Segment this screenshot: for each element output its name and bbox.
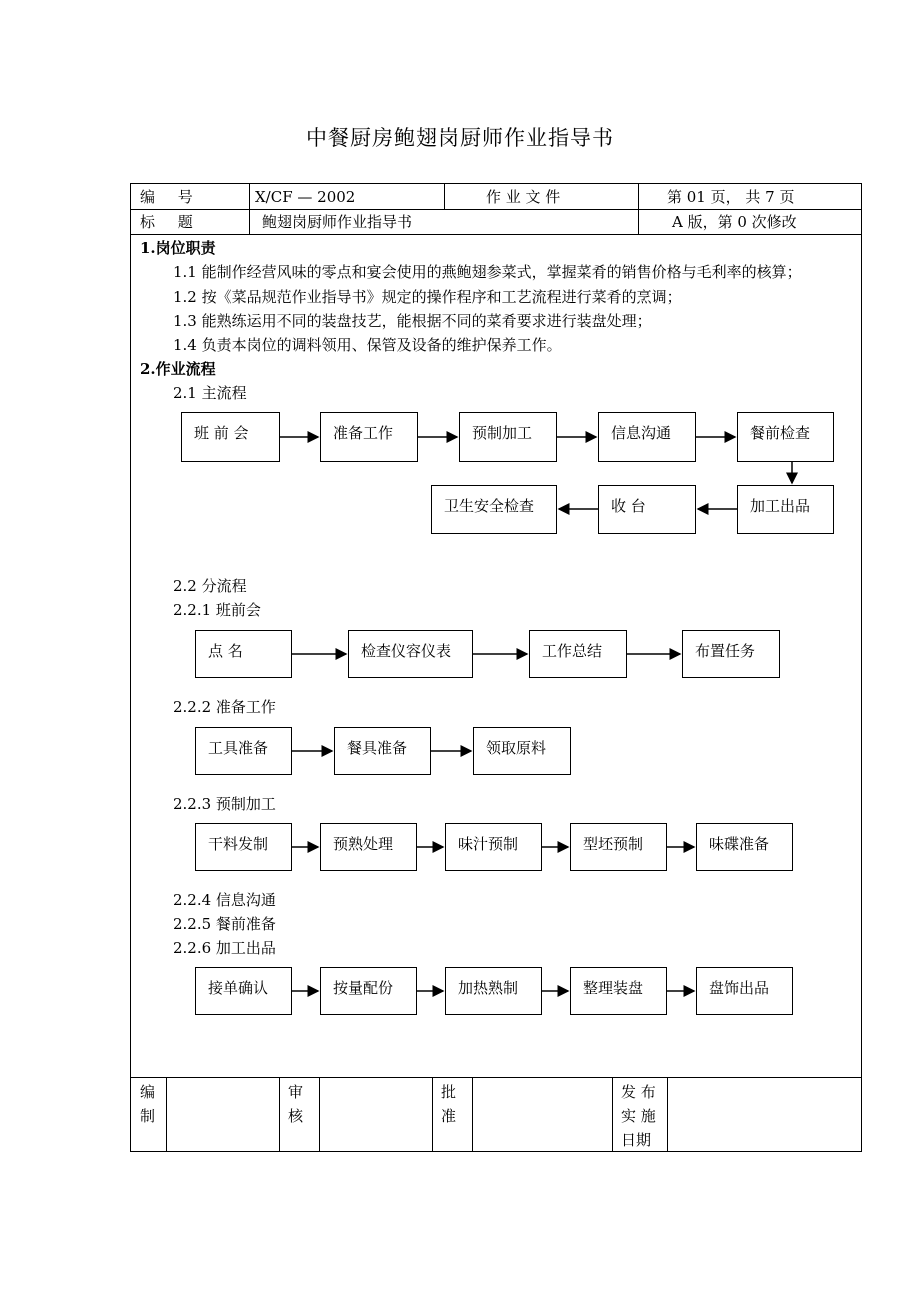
- flow-step: 加热熟制: [445, 967, 542, 1015]
- flow-step: 整理装盘: [570, 967, 667, 1015]
- flow-step: 工具准备: [195, 727, 292, 775]
- code-value: X/CF — 2002: [255, 188, 356, 206]
- flow-step: 按量配份: [320, 967, 417, 1015]
- flow-label: 2.1 主流程: [173, 384, 247, 402]
- compile-label-line: 制: [140, 1107, 156, 1125]
- flow-step: 准备工作: [320, 412, 418, 462]
- release-label-line: 实 施: [621, 1107, 656, 1125]
- flow-step: 布置任务: [682, 630, 780, 678]
- flow-step: 领取原料: [473, 727, 571, 775]
- doc-type: 作 业 文 件: [486, 188, 561, 206]
- flow-step: 预制加工: [459, 412, 557, 462]
- version-info: A 版，第 0 次修改: [672, 213, 797, 231]
- flow-step: 信息沟通: [598, 412, 696, 462]
- section-heading: 2.作业流程: [140, 360, 216, 378]
- page-info: 第 01 页， 共 7 页: [667, 188, 795, 206]
- flow-step: 味汁预制: [445, 823, 542, 871]
- flow-label: 2.2.2 准备工作: [173, 698, 276, 716]
- approve-label-line: 批: [441, 1083, 457, 1101]
- release-label: [621, 1080, 656, 1152]
- approve-label: [441, 1080, 456, 1128]
- compile-label-line: 编: [140, 1083, 156, 1101]
- flow-step: 收 台: [598, 485, 696, 534]
- flow-step: 餐具准备: [334, 727, 431, 775]
- review-label-line: 核: [288, 1107, 304, 1125]
- title-label: 标 题: [140, 213, 193, 231]
- review-label-line: 审: [288, 1083, 304, 1101]
- flow-step: 餐前检查: [737, 412, 834, 462]
- review-label: [288, 1080, 303, 1128]
- flow-label: 2.2.6 加工出品: [173, 939, 276, 957]
- flow-step: 加工出品: [737, 485, 834, 534]
- flow-label: 2.2.4 信息沟通: [173, 891, 276, 909]
- flow-step: 味碟准备: [696, 823, 793, 871]
- duty-item: 1.1 能制作经营风味的零点和宴会使用的燕鲍翅参菜式，掌握菜肴的销售价格与毛利率的核算；: [173, 263, 802, 281]
- flow-step: 盘饰出品: [696, 967, 793, 1015]
- flow-step: 预熟处理: [320, 823, 417, 871]
- title-value: 鲍翅岗厨师作业指导书: [262, 213, 413, 231]
- flow-step: 型坯预制: [570, 823, 667, 871]
- section-heading: 1.岗位职责: [140, 239, 216, 257]
- release-label-line: 发 布: [621, 1083, 656, 1101]
- duty-item: 1.3 能熟练运用不同的装盘技艺，能根据不同的菜肴要求进行装盘处理；: [173, 312, 652, 330]
- flow-label: 2.2 分流程: [173, 577, 247, 595]
- flow-step: 接单确认: [195, 967, 292, 1015]
- flow-label: 2.2.3 预制加工: [173, 795, 276, 813]
- duty-item: 1.2 按《菜品规范作业指导书》规定的操作程序和工艺流程进行菜肴的烹调；: [173, 288, 682, 306]
- approve-label-line: 准: [441, 1107, 457, 1125]
- compile-label: [140, 1080, 155, 1128]
- flow-step: 干料发制: [195, 823, 292, 871]
- code-label: 编 号: [140, 188, 193, 206]
- flow-step: 点 名: [195, 630, 292, 678]
- flow-step: 工作总结: [529, 630, 627, 678]
- page-title: 中餐厨房鲍翅岗厨师作业指导书: [306, 126, 614, 150]
- flow-step: 检查仪容仪表: [348, 630, 473, 678]
- release-label-line: 日期: [621, 1131, 652, 1149]
- duty-item: 1.4 负责本岗位的调料领用、保管及设备的维护保养工作。: [173, 336, 562, 354]
- flow-step: 卫生安全检查: [431, 485, 557, 534]
- flow-label: 2.2.5 餐前准备: [173, 915, 276, 933]
- flow-label: 2.2.1 班前会: [173, 601, 261, 619]
- flow-step: 班 前 会: [181, 412, 280, 462]
